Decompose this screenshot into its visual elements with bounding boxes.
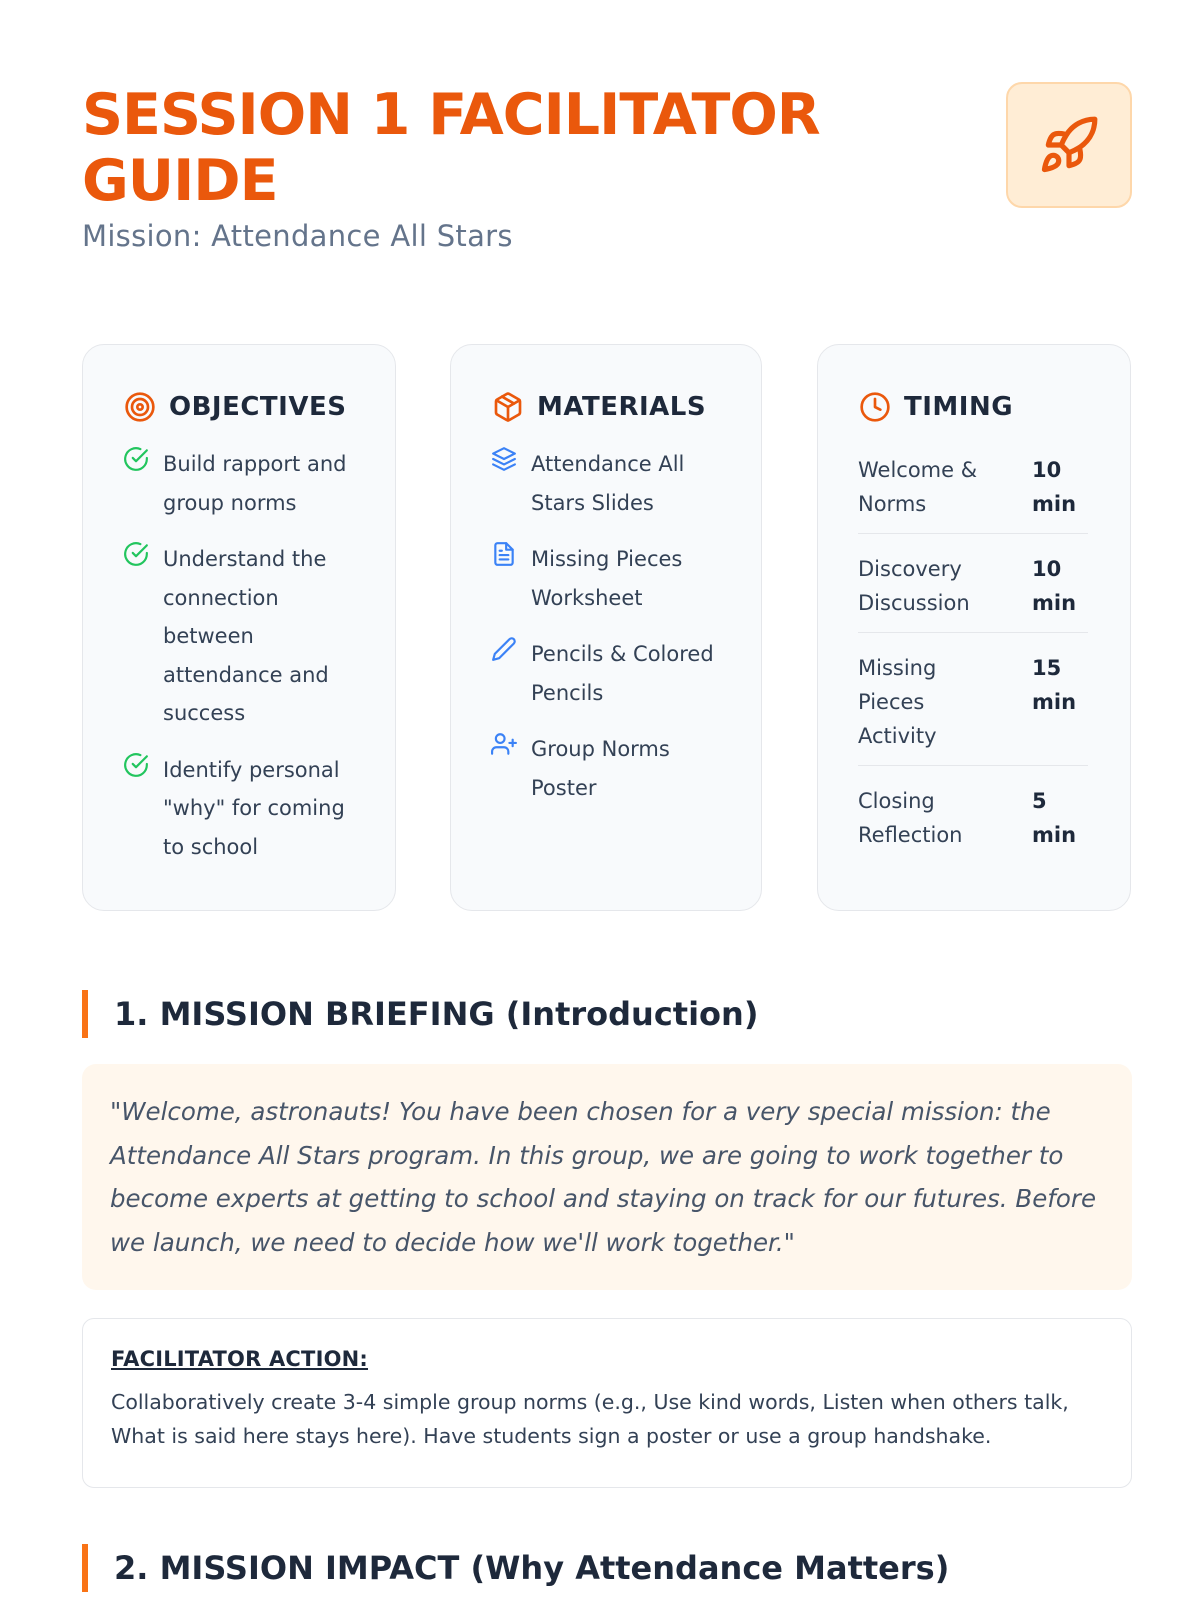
target-icon bbox=[123, 390, 157, 424]
timing-duration: 15 min bbox=[1032, 656, 1077, 714]
check-circle-icon bbox=[123, 541, 151, 569]
check-circle-icon bbox=[123, 446, 151, 474]
timing-card bbox=[817, 344, 1131, 911]
facilitator-action-label: FACILITATOR ACTION: bbox=[111, 1347, 369, 1371]
objectives-card bbox=[82, 344, 396, 911]
objective-item bbox=[123, 751, 395, 867]
facilitator-guide-page bbox=[82, 0, 1132, 1587]
timing-duration: 5 min bbox=[1032, 789, 1077, 847]
facilitator-action-box bbox=[82, 1318, 1132, 1488]
materials-header bbox=[491, 387, 761, 427]
layers-icon bbox=[491, 446, 519, 474]
section-2-heading: 2. MISSION IMPACT (Why Attendance Matters) bbox=[82, 1544, 949, 1592]
timing-row bbox=[858, 776, 1088, 864]
section-1-heading: 1. MISSION BRIEFING (Introduction) bbox=[82, 990, 758, 1038]
pencil-icon bbox=[491, 636, 519, 664]
page-subtitle: Mission: Attendance All Stars bbox=[82, 219, 513, 253]
page-title: SESSION 1 FACILITATOR GUIDE bbox=[82, 82, 820, 214]
objective-text: Understand the connection between attendance and success bbox=[163, 547, 329, 725]
user-plus-icon bbox=[491, 731, 519, 759]
materials-title: MATERIALS bbox=[537, 392, 707, 422]
material-text: Missing Pieces Worksheet bbox=[531, 547, 683, 610]
quote-text: "Welcome, astronauts! You have been chosen for a very special mission: the Attendance All Stars program. In this group, we are going to work together to become experts at getting to school and staying on track for our futures. Before we launch, we need to decide how we'll work together." bbox=[110, 1097, 1097, 1257]
materials-card bbox=[450, 344, 762, 911]
timing-header bbox=[858, 387, 1130, 427]
mission-briefing-quote bbox=[82, 1064, 1132, 1290]
timing-duration: 10 min bbox=[1032, 458, 1077, 516]
timing-row bbox=[858, 445, 1088, 534]
timing-row bbox=[858, 643, 1088, 766]
clock-icon bbox=[858, 390, 892, 424]
rocket-badge bbox=[1006, 82, 1132, 208]
check-circle-icon bbox=[123, 752, 151, 780]
timing-activity: Closing Reflection bbox=[858, 789, 963, 847]
page-header bbox=[82, 0, 1132, 300]
objective-item bbox=[123, 445, 395, 522]
material-text: Group Norms Poster bbox=[531, 737, 670, 800]
material-item bbox=[491, 730, 761, 807]
material-item bbox=[491, 635, 761, 712]
material-item bbox=[491, 540, 761, 617]
timing-title: TIMING bbox=[904, 392, 1014, 422]
objective-text: Identify personal "why" for coming to school bbox=[163, 757, 345, 859]
material-text: Pencils & Colored Pencils bbox=[531, 642, 714, 705]
objective-text: Build rapport and group norms bbox=[163, 452, 347, 515]
objectives-title: OBJECTIVES bbox=[169, 392, 347, 422]
timing-duration: 10 min bbox=[1032, 557, 1077, 615]
overview-cards bbox=[82, 344, 1132, 911]
timing-row bbox=[858, 544, 1088, 633]
timing-activity: Missing Pieces Activity bbox=[858, 656, 937, 748]
document-icon bbox=[491, 541, 519, 569]
objective-item bbox=[123, 540, 395, 733]
material-item bbox=[491, 445, 761, 522]
facilitator-action-text: Collaboratively create 3-4 simple group norms (e.g., Use kind words, Listen when others talk, What is said here stays here). Have students sign a poster or use a group handshake. bbox=[111, 1390, 1069, 1448]
rocket-icon bbox=[1038, 114, 1100, 176]
timing-activity: Discovery Discussion bbox=[858, 557, 970, 615]
box-icon bbox=[491, 390, 525, 424]
material-text: Attendance All Stars Slides bbox=[531, 452, 685, 515]
timing-activity: Welcome & Norms bbox=[858, 458, 978, 516]
objectives-header bbox=[123, 387, 395, 427]
